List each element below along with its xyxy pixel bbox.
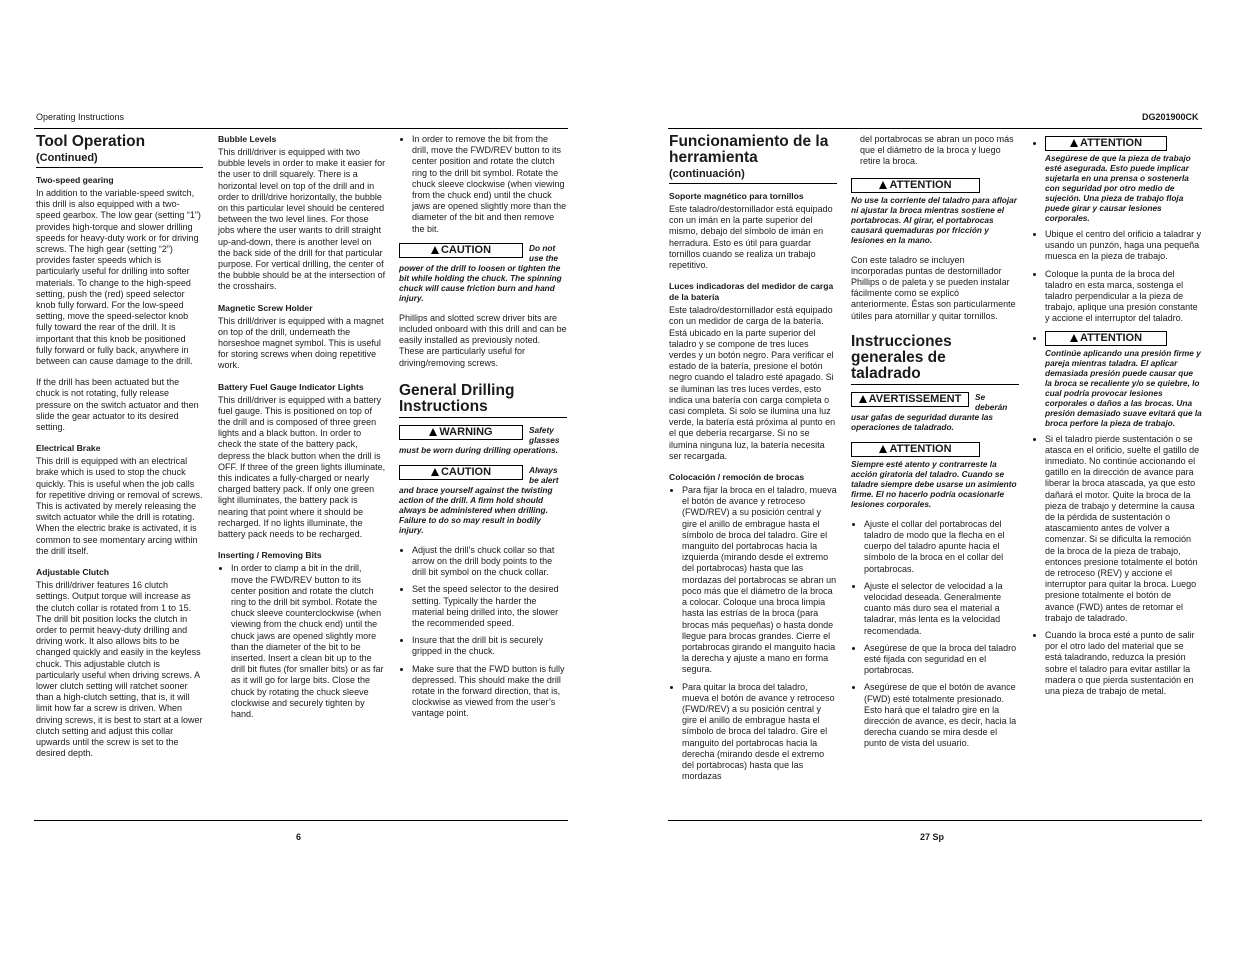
header-rule-left (34, 128, 568, 129)
list-item: • Coloque la punta de la broca del taladro en esta marca, sostenga el taladro perpendicular a la pieza de trabajo, aplique una presión constante y accione el interruptor del taladro. (1045, 269, 1202, 325)
bullet-list (1032, 136, 1202, 697)
paragraph: If the drill has been actuated but the chuck is not rotating, fully release pressure on the switch actuator and then slide the gear actuator to its desired setting. (36, 377, 199, 433)
subheading: Battery Fuel Gauge Indicator Lights (218, 381, 364, 392)
list-item: • In order to remove the bit from the drill, move the FWD/REV button to its center position and rotate the clutch ring to the drill bit symbol. Rotate the chuck sleeve clockwise (when viewing from the chuck end) until the chuck jaws are opened slightly more than the diameter of the bit and then remove the bit. (412, 134, 567, 235)
paragraph: This drill/driver is equipped with two bubble levels in order to make it easier for the user to drill squarely. There is a horizontal level on top of the drill and in order to drill/drive horizontally, the bubble on this particular level should be centered between the two level lines. For those jobs where the user wants to drill straight up-and-down, there is another level on the back side of the drill for that particular purpose. For vertical drilling, the center of the bubble should be at the intersection of the crosshairs. (218, 147, 386, 292)
running-header-left: Operating Instructions (36, 112, 125, 122)
warning-triangle-icon (431, 468, 439, 476)
attention-notice: ATTENTION No use la corriente del taladro para aflojar ni ajustar la broca mientras sostiene el portabrocas. Al girar, el portabrocas causará quemaduras por fricción y lesiones en la mano. (851, 178, 1017, 245)
section-title: General Drilling Instructions (399, 381, 515, 415)
list-item: • Make sure that the FWD button is fully depressed. This should make the drill rotate in the forward direction, that is, clockwise as viewed from the user’s vantage point. (412, 664, 567, 720)
paragraph: del portabrocas se abran un poco más que el diámetro de la broca y luego retire la broca. (860, 134, 1014, 167)
caution-badge: CAUTION (399, 243, 523, 258)
attention-badge: ATTENTION (1045, 136, 1167, 151)
list-item: • ATTENTION Continúe aplicando una presión firme y pareja mientras taladra. El aplicar demasiada presión puede causar que la broca se recaliente y/o se quiebre, lo cual podría provocar lesiones corporales o daños a las brocas. Una presión demasiado suave evitará que la broca perfore la pieza de trabajo. (1045, 331, 1202, 428)
warning-triangle-icon (431, 246, 439, 254)
subheading: Magnetic Screw Holder (218, 302, 313, 313)
column-6 (1032, 136, 1202, 705)
list-item: • Ubique el centro del orificio a taladrar y usando un punzón, haga una pequeña muesca en la pieza de trabajo. (1045, 229, 1202, 263)
paragraph: Este taladro/destornillador está equipado con un medidor de carga de la batería. Está ubicado en la parte superior del taladro y se compone de tres luces verdes y un botón negro. Para verificar el estado de la batería, presione el botón negro cuando el taladro esté apagado. Si se iluminan las tres luces verdes, esto indica una batería con carga completa o casi completa. Si solo se ilumina una luz verde, la batería está próxima al punto en el que debería recargarse. Si no se ilumina ninguna luz, la batería necesita ser recargada. (669, 305, 836, 461)
caution-notice: CAUTION Do not use the power of the drill to loosen or tighten the bit while holding the chuck. The spinning chuck will cause friction burn and hand injury. (399, 242, 562, 303)
warning-triangle-icon (429, 428, 437, 436)
warning-triangle-icon (879, 181, 887, 189)
list-item: • ATTENTION Asegúrese de que la pieza de trabajo esté asegurada. Esto puede implicar sujetarla en una prensa o sostenerla con seguridad por otro medio de sujeción. Una pieza de trabajo floja puede girar y causar lesiones corporales. (1045, 136, 1202, 223)
avertissement-badge: AVERTISSEMENT (851, 392, 969, 407)
paragraph: In addition to the variable-speed switch, this drill is also equipped with a two-speed gearbox. The low gear (setting “1”) provides high-torque and slower drilling speeds for heavy-duty work or for driving screws. The high gear (setting “2”) provides faster speeds which is particularly useful for drilling into softer materials. To change to the high-speed setting, push the (red) speed selector knob fully forward. For the low-speed setting, move the speed-selector knob fully toward the rear of the drill. It is important that this knob be positioned fully forward or fully back, anywhere in between can cause damage to the drill. (36, 188, 201, 367)
caution-notice: CAUTION Always be alert and brace yourself against the twisting action of the drill. A firm hold should always be administered when drilling. Failure to do so may result in bodily injury. (399, 464, 559, 535)
bullet-list (669, 485, 837, 782)
list-item: • Asegúrese de que el botón de avance (FWD) esté totalmente presionado. Esto hará que el taladro gire en la dirección de avance, es decir, hacia la derecha cuando se mira desde el punto de vista del usuario. (864, 682, 1019, 749)
footer-rule-left (34, 820, 568, 821)
subheading: Adjustable Clutch (36, 567, 110, 578)
list-item: • Para fijar la broca en el taladro, mueva el botón de avance y retroceso (FWD/REV) a su posición central y gire el anillo de embrague hasta el símbolo de broca del taladro. Gire el manguito del portabrocas hacia la izquierda (mirando desde el extremo del portabrocas) hasta que las mordazas del portabrocas se abran un poco más que el diámetro de la broca a colocar. Coloque una broca limpia hasta las estrías de la broca (para brocas más pequeñas) o hasta donde llegue para brocas grandes. Cierre el portabrocas girando el manguito hacia la derecha y ajuste a mano en forma segura. (682, 485, 837, 675)
section-title: Instrucciones generales de taladrado (851, 332, 952, 382)
section-title: Funcionamiento de la herramienta (669, 133, 829, 166)
column-4 (669, 134, 837, 790)
page-number-left: 6 (296, 832, 302, 842)
section-subtitle: (Continued) (36, 152, 98, 164)
list-item: • Ajuste el collar del portabrocas del taladro de modo que la flecha en el cuerpo del taladro apunte hacia el símbolo de la broca en el collar del portabrocas. (864, 519, 1019, 575)
header-rule-right (668, 128, 1202, 129)
subheading: Bubble Levels (218, 134, 277, 144)
warning-notice: WARNING Safety glasses must be worn during drilling operations. (399, 424, 560, 455)
subheading: Two-speed gearing (36, 175, 114, 185)
list-item: • Insure that the drill bit is securely gripped in the chuck. (412, 635, 567, 657)
subheading: Electrical Brake (36, 443, 101, 454)
attention-notice: ATTENTION Siempre esté atento y contrarreste la acción giratoria del taladro. Cuando se taladre siempre debe usarse un asimiento firme. El no hacerlo podría ocasionarle lesiones corporales. (851, 442, 1017, 509)
subheading: Colocación / remoción de brocas (669, 472, 805, 483)
section-subtitle: (continuación) (669, 168, 745, 180)
bullet-list (399, 545, 567, 720)
page-number-right: 27 Sp (920, 832, 945, 842)
warning-triangle-icon (1070, 334, 1078, 342)
title-rule (669, 183, 837, 184)
title-rule (851, 384, 1019, 385)
caution-badge: CAUTION (399, 465, 523, 480)
bullet-list (851, 519, 1019, 750)
section-title: Tool Operation (36, 133, 146, 150)
subheading: Luces indicadoras del medidor de carga de la batería (669, 281, 834, 303)
paragraph: Phillips and slotted screw driver bits are included onboard with this drill and can be easily installed as previously noted. These are particularly useful for driving/removing screws. (399, 312, 567, 368)
footer-rule-right (668, 820, 1202, 821)
list-item: • Si el taladro pierde sustentación o se atasca en el orificio, suelte el gatillo de inmediato. No continúe accionando el gatillo en la dirección de avance para liberar la broca atascada, ya que esto dañará el motor. Quite la broca de la pieza de trabajo y determine la causa de la pérdida de sustentación o atascamiento antes de volver a comenzar. Si se dificulta la remoción de la broca de la pieza de trabajo, entonces presione totalmente el botón de retroceso (REV) y accione el interruptor para quitar la broca. Luego presione totalmente el botón de avance (FWD) antes de retomar el trabajo de taladrado. (1045, 434, 1202, 624)
list-item: • Set the speed selector to the desired setting. Typically the harder the material being drilled into, the slower the recommended speed. (412, 584, 567, 629)
warning-triangle-icon (859, 395, 867, 403)
warning-triangle-icon (1070, 139, 1078, 147)
attention-badge: ATTENTION (1045, 331, 1167, 346)
list-item: • Cuando la broca esté a punto de salir por el otro lado del material que se está taladrando, reduzca la presión sobre el taladro para evitar astillar la madera o que pierda sustentación en una pieza de trabajo de metal. (1045, 630, 1202, 697)
subheading: Inserting / Removing Bits (218, 550, 322, 561)
avertissement-notice: AVERTISSEMENT Se deberán usar gafas de seguridad durante las operaciones de taladrado. (851, 391, 1008, 432)
list-item: • Ajuste el selector de velocidad a la velocidad deseada. Generalmente cuanto más duro sea el material a taladrar, más lenta es la velocidad recomendada. (864, 581, 1019, 637)
running-header-right: DG201900CK (1142, 112, 1199, 122)
paragraph: Este taladro/destornillador está equipado con un imán en la parte superior del mismo, debajo del símbolo de imán en herradura. Esto es útil para guardar tornillos cuando se realiza un trabajo repetitivo. (669, 204, 833, 271)
paragraph: This drill/driver is equipped with a battery fuel gauge. This is positioned on top of the drill and is composed of three green lights and a black button. In order to check the state of the battery pack, depress the black button when the drill is OFF. If three of the green lights illuminate, this indicates a fully-charged or nearly charged battery pack. If only one green light illuminates, the battery pack is nearing that point where it should be recharged. If no lights illuminate, the battery pack needs to be recharged. (218, 394, 386, 540)
bullet-list (218, 563, 386, 720)
paragraph: This drill/driver features 16 clutch settings. Output torque will increase as the clutch collar is rotated from 1 to 15. The drill bit position locks the clutch in order to permit heavy-duty drilling and driving work. It also allows bits to be changed quickly and easily in the keyless chuck. This adjustable clutch is particularly useful when driving screws. A lower clutch setting will ratchet sooner than a high-clutch setting, that is, it will limit how far a screw is driven. When driving screws, it is best to start at a lower clutch setting and adjust this collar upwards until the screw is set to the desired depth. (36, 580, 203, 759)
paragraph: Con este taladro se incluyen incorporadas puntas de destornillador Phillips o de paleta y se pueden instalar fácilmente como se explicó anteriormente. Éstas son particularmente útiles para atornillar y quitar tornillos. (851, 254, 1016, 321)
bullet-list (399, 134, 567, 235)
title-rule (399, 417, 567, 418)
attention-badge: ATTENTION (851, 178, 980, 193)
paragraph: This drill/driver is equipped with a magnet on top of the drill, underneath the horseshoe magnet symbol. This is useful for storing screws when doing repetitive work. (218, 315, 384, 371)
warning-triangle-icon (879, 445, 887, 453)
list-item: • Para quitar la broca del taladro, mueva el botón de avance y retroceso (FWD/REV) a su posición central y gire el anillo de embrague hasta el símbolo de broca del taladro. Gire el manguito del portabrocas hacia la derecha (mirando desde el extremo del portabrocas) hasta que las mordazas (682, 682, 837, 783)
column-1 (36, 134, 203, 769)
paragraph: This drill is equipped with an electrical brake which is used to stop the chuck quickly. This is useful when the job calls for repetitive driving or removal of screws. This is activated by merely releasing the switch actuator while the drill is rotating. When the electric brake is activated, it is common to see momentary arcing within the drill itself. (36, 456, 203, 556)
column-3 (399, 134, 567, 728)
list-item: • In order to clamp a bit in the drill, move the FWD/REV button to its center position and rotate the clutch ring to the drill bit symbol. Rotate the chuck sleeve counterclockwise (when viewing from the chuck end) until the chuck jaws are opened slightly more than the diameter of the bit to be inserted. Insert a clean bit up to the drill bit flutes (for smaller bits) or as far as it will go for large bits. Close the chuck by rotating the chuck sleeve clockwise and securely tighten by hand. (231, 563, 386, 720)
list-item: • Adjust the drill’s chuck collar so that arrow on the drill body points to the drill bit symbol on the chuck collar. (412, 545, 567, 579)
warning-badge: WARNING (399, 425, 523, 440)
title-rule (36, 167, 203, 168)
column-2 (218, 134, 386, 728)
list-item: • Asegúrese de que la broca del taladro esté fijada con seguridad en el portabrocas. (864, 643, 1019, 677)
attention-badge: ATTENTION (851, 442, 980, 457)
column-5 (851, 134, 1019, 758)
subheading: Soporte magnético para tornillos (669, 191, 804, 201)
